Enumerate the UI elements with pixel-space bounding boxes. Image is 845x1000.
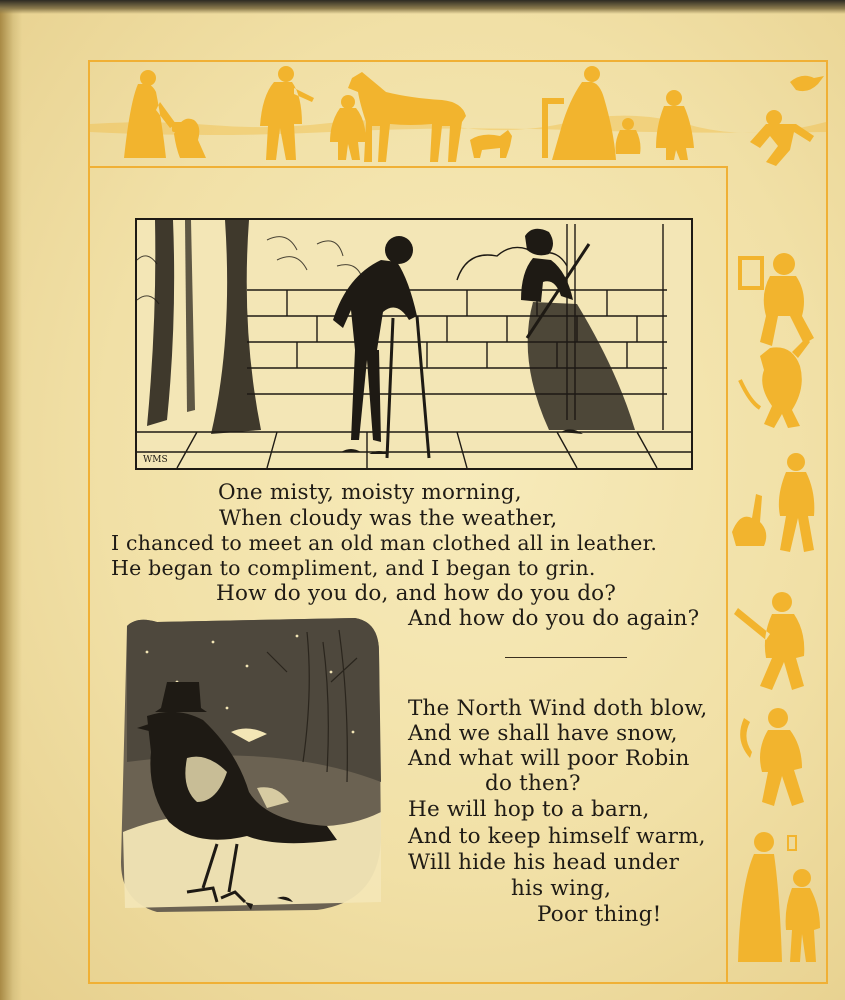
silhouette-man-head	[278, 66, 294, 82]
silhouette-woman-head	[140, 70, 156, 86]
silhouette-axe-man	[734, 608, 804, 690]
verse2-line-6: And to keep himself warm,	[408, 824, 706, 849]
silhouette-child	[330, 108, 366, 160]
silhouette-couple-woman	[738, 854, 782, 962]
silhouette-toddler	[616, 130, 641, 154]
verse2-line-1: The North Wind doth blow,	[408, 696, 708, 721]
silhouette-woman	[124, 84, 176, 158]
verse2-line-3: And what will poor Robin	[408, 746, 690, 771]
silhouette-seated-woman	[552, 82, 616, 160]
book-top-edge	[0, 0, 845, 14]
verse1-line-4: He began to compliment, and I began to grin.	[111, 556, 596, 580]
silhouette-dog	[470, 130, 512, 158]
book-spine-shadow	[0, 0, 22, 1000]
verse-divider	[505, 657, 627, 658]
silhouette-running-boy	[750, 124, 814, 166]
verse2-line-9: Poor thing!	[537, 902, 662, 927]
verse2-line-4: do then?	[485, 771, 581, 796]
verse1-line-2: When cloudy was the weather,	[219, 506, 558, 531]
silhouette-couple-child	[786, 888, 820, 962]
verse1-line-5: How do you do, and how do you do?	[216, 581, 617, 606]
verse2-line-8: his wing,	[511, 876, 612, 901]
silhouette-man-pipe	[260, 82, 314, 160]
engraving-robin-in-snow	[117, 612, 385, 916]
old-man-head	[385, 236, 413, 264]
silhouette-frieze	[90, 62, 826, 166]
verse1-line-3: I chanced to meet an old man clothed all in leather.	[111, 531, 658, 555]
verse2-line-5: He will hop to a barn,	[408, 797, 650, 822]
silhouette-bird	[790, 76, 824, 91]
silhouette-sign-carrier	[760, 276, 814, 346]
silhouette-side-strip	[730, 166, 826, 982]
verse1-line-1: One misty, moisty morning,	[218, 480, 522, 505]
engraving-old-man-and-maid	[135, 218, 693, 470]
silhouette-scythe-man	[740, 718, 804, 806]
silhouette-walking-man	[779, 472, 814, 552]
engraver-signature: WMS	[143, 455, 168, 465]
silhouette-girl	[656, 106, 694, 160]
verse2-line-7: Will hide his head under	[408, 850, 680, 875]
verse1-line-6: And how do you do again?	[408, 606, 700, 631]
verse2-line-2: And we shall have snow,	[408, 721, 678, 746]
silhouette-horse	[348, 72, 466, 162]
silhouette-goose	[732, 494, 766, 546]
silhouette-rat-stick	[760, 338, 810, 428]
maid-bonnet	[525, 229, 553, 256]
